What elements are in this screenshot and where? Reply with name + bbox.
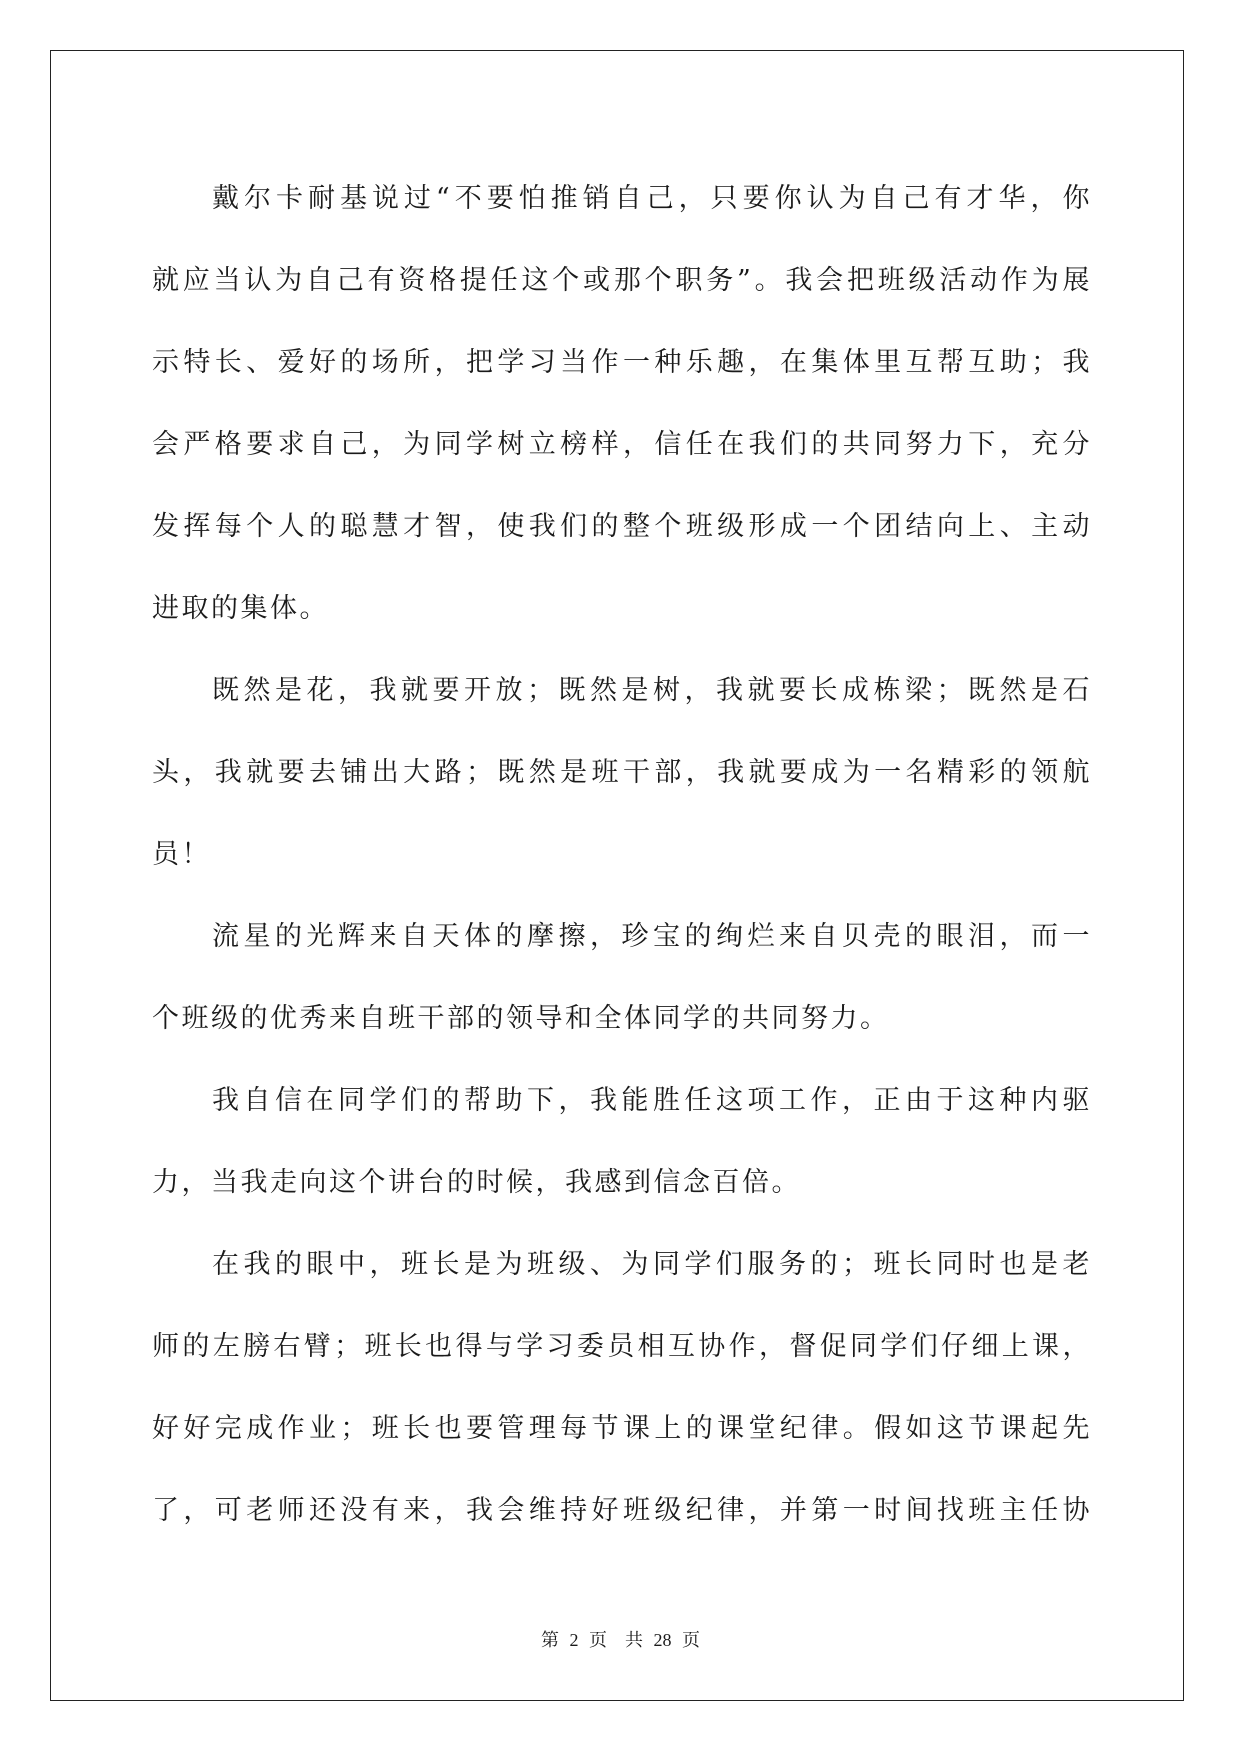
text-line: 戴尔卡耐基说过“不要怕推销自己，只要你认为自己有才华，你 [212,183,1092,214]
text-line: 进取的集体。 [152,593,329,624]
text-line: 既然是花，我就要开放；既然是树，我就要长成栋梁；既然是石 [212,675,1092,706]
text-line: 会严格要求自己，为同学树立榜样，信任在我们的共同努力下，充分 [152,429,1092,460]
paragraph-3 [152,896,1092,1060]
paragraph-1 [152,158,1092,650]
text-line: 发挥每个人的聪慧才智，使我们的整个班级形成一个团结向上、主动 [152,511,1092,542]
text-line: 力，当我走向这个讲台的时候，我感到信念百倍。 [152,1167,801,1198]
document-body [152,158,1092,1552]
text-line: 员！ [152,839,211,870]
paragraph-2 [152,650,1092,896]
text-line: 头，我就要去铺出大路；既然是班干部，我就要成为一名精彩的领航 [152,757,1092,788]
text-line: 好好完成作业；班长也要管理每节课上的课堂纪律。假如这节课起先 [152,1413,1092,1444]
text-line: 在我的眼中，班长是为班级、为同学们服务的；班长同时也是老 [212,1249,1092,1280]
paragraph-4 [152,1060,1092,1224]
paragraph-5 [152,1224,1092,1552]
text-line: 个班级的优秀来自班干部的领导和全体同学的共同努力。 [152,1003,890,1034]
text-line: 就应当认为自己有资格提任这个或那个职务”。我会把班级活动作为展 [152,265,1092,296]
page-number-footer: 第 2 页 共 28 页 [541,1630,700,1650]
text-line: 师的左膀右臂；班长也得与学习委员相互协作，督促同学们仔细上课， [152,1331,1092,1362]
text-line: 了，可老师还没有来，我会维持好班级纪律，并第一时间找班主任协 [152,1495,1092,1526]
text-line: 我自信在同学们的帮助下，我能胜任这项工作，正由于这种内驱 [212,1085,1092,1116]
text-line: 示特长、爱好的场所，把学习当作一种乐趣，在集体里互帮互助；我 [152,347,1092,378]
text-line: 流星的光辉来自天体的摩擦，珍宝的绚烂来自贝壳的眼泪，而一 [212,921,1092,952]
